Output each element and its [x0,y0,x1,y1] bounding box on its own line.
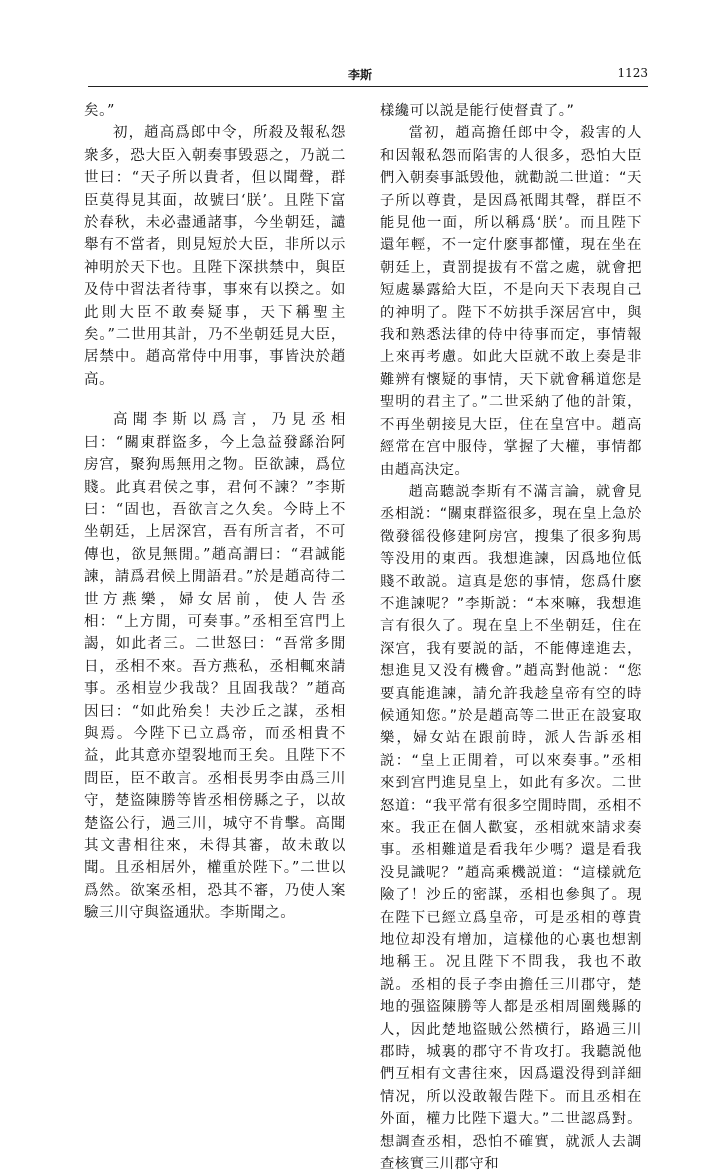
page-number: 1123 [617,66,648,80]
paragraph: 高聞李斯以爲言，乃見丞相曰：“關東群盜多，今上急益發繇治阿房宫，聚狗馬無用之物。臣欲諫，爲位賤。此真君侯之事，君何不諫？”李斯曰：“固也，吾欲言之久矣。今時上不坐朝廷，上居深宫，吾有所言者，不可傳也，欲見無閒。”趙高謂曰：“君誠能諫，請爲君候上閒語君。”於是趙高待二世方燕樂，婦女居前，使人告丞相：“上方閒，可奏事。”丞相至宫門上謁，如此者三。二世怒曰：“吾常多閒日，丞相不來。吾方燕私，丞相輒來請事。丞相豈少我哉？且固我哉？”趙高因曰：“如此殆矣！夫沙丘之謀，丞相與焉。今陛下已立爲帝，而丞相貴不益，此其意亦望裂地而王矣。且陛下不問臣，臣不敢言。丞相長男李由爲三川守，楚盜陳勝等皆丞相傍縣之子，以故楚盜公行，過三川，城守不肯擊。高聞其文書相往來，未得其審，故未敢以聞。且丞相居外，權重於陛下。”二世以爲然。欲案丞相，恐其不審，乃使人案驗三川守與盜通狀。李斯聞之。 [84,412,346,922]
paragraph: 當初，趙高擔任郎中令，殺害的人和因報私怨而陷害的人很多，恐怕大臣們入朝奏事詆毁他，就勸説二世道：“天子所以尊貴，是因爲衹聞其聲，群臣不能見他一面，所以稱爲‘朕’。而且陛下還年輕，不一定什麽事都懂，現在坐在朝廷上，責罰提拔有不當之處，就會把短處暴露給大臣，不是向天下表現自己的神明了。陛下不妨拱手深居宫中，與我和熟悉法律的侍中待事而定，事情報上來再考慮。如此大臣就不敢上奏是非難辨有懷疑的事情，天下就會稱道您是聖明的君主了。”二世采納了他的計策，不再坐朝接見大臣，住在皇宫中。趙高經常在宫中服侍，掌握了大權，事情都由趙高決定。 [380,125,642,478]
paragraph: 樣纔可以説是能行使督責了。” [380,103,575,119]
running-title: 李斯 [348,68,373,82]
paragraph: 初，趙高爲郎中令，所殺及報私怨衆多，恐大臣入朝奏事毁惡之，乃説二世曰：“天子所以貴者，但以聞聲，群臣莫得見其面，故號曰‘朕’。且陛下富於春秋，未必盡通諸事，今坐朝廷，譴舉有不當者，則見短於大臣，非所以示神明於天下也。且陛下深拱禁中，與臣及侍中習法者待事，事來有以揆之。如此則大臣不敢奏疑事，天下稱聖主矣。”二世用其計，乃不坐朝廷見大臣，居禁中。趙高常侍中用事，事皆決於趙高。 [84,125,346,388]
original-text-column [84,100,346,980]
paragraph: 趙高聽説李斯有不滿言論，就會見丞相説：“關東群盜很多，現在皇上急於徵發徭役修建阿房宫，搜集了很多狗馬等没用的東西。我想進諫，因爲地位低賤不敢説。這真是您的事情，您爲什麽不進諫呢？”李斯説：“本來嘛，我想進言有很久了。現在皇上不坐朝廷，住在深宫，我有要説的話，不能傳達進去，想進見又没有機會。”趙高對他説：“您要真能進諫，請允許我趁皇帝有空的時候通知您。”於是趙高等二世正在設宴取樂，婦女站在跟前時，派人告訴丞相説：“皇上正閒着，可以來奏事。”丞相來到宫門進見皇上，如此有多次。二世怒道：“我平常有很多空閒時間，丞相不來。我正在個人歡宴，丞相就來請求奏事。丞相難道是看我年少嗎？還是看我没見識呢？”趙高乘機説道：“這樣就危險了！沙丘的密謀，丞相也參與了。現在陛下已經立爲皇帝，可是丞相的尊貴地位却没有增加，這樣他的心裏也想割地稱王。况且陛下不問我，我也不敢説。丞相的長子李由擔任三川郡守，楚地的强盜陳勝等人都是丞相周圍幾縣的人，因此楚地盜賊公然横行，路過三川郡時，城裏的郡守不肯攻打。我聽説他們互相有文書往來，因爲還没得到詳細情况，所以没敢報告陛下。而且丞相在外面，權力比陛下還大。”二世認爲對。想調查丞相，恐怕不確實，就派人去調查核實三川郡守和 [380,483,642,1173]
translation-column [380,100,642,1173]
header-rule [88,86,648,87]
page-header [88,66,648,86]
paragraph: 矣。” [84,103,115,119]
